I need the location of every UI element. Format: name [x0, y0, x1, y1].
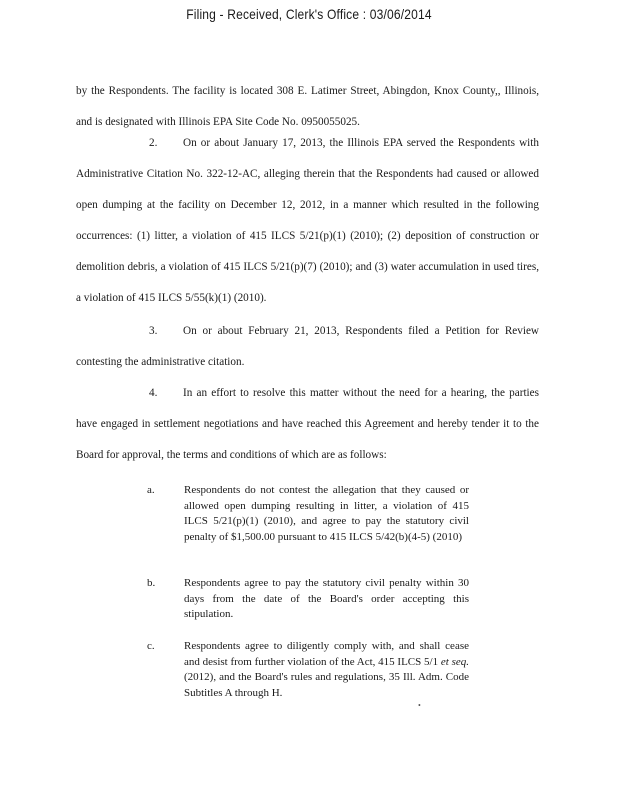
paragraph-4-number: 4. [149, 387, 158, 399]
list-item-c-text-before: Respondents agree to diligently comply with, and shall cease and desist from further violation of the Act, 415 ILCS 5/1 [184, 640, 469, 668]
list-item-c-text-italic: et seq. [440, 655, 469, 668]
list-item-a [147, 483, 469, 545]
paragraph-2 [76, 128, 539, 314]
paragraph-3 [76, 316, 539, 378]
list-item-c [147, 639, 469, 701]
intro-paragraph: by the Respondents. The facility is located 308 E. Latimer Street, Abingdon, Knox County,, Illinois, and is designated with Illinois EPA Site Code No. 0950055025. [76, 85, 539, 128]
list-item-c-text-after: (2012), and the Board's rules and regulations, 35 Ill. Adm. Code Subtitles A through H. [184, 671, 469, 699]
list-item-a-label: a. [147, 484, 155, 496]
scan-mark: • [418, 701, 421, 710]
list-item-c-label: c. [147, 640, 155, 652]
paragraph-3-text: On or about February 21, 2013, Respondents filed a Petition for Review contesting the administrative citation. [76, 325, 539, 368]
list-item-b-text: Respondents agree to pay the statutory civil penalty within 30 days from the date of the Board's order accepting this stipulation. [184, 577, 469, 620]
paragraph-4-text: In an effort to resolve this matter without the need for a hearing, the parties have engaged in settlement negotiations and have reached this Agreement and hereby tender it to the Board for approval, the terms and conditions of which are as follows: [76, 387, 539, 461]
list-item-b [147, 576, 469, 623]
list-item-c-text [184, 639, 469, 701]
paragraph-2-number: 2. [149, 137, 158, 149]
paragraph-4 [76, 378, 539, 471]
list-item-a-text: Respondents do not contest the allegation that they caused or allowed open dumping resulting in litter, a violation of 415 ILCS 5/21(p)(1) (2010), and agree to pay the statutory civil penalty of $1,500.00 pursuant to 415 ILCS 5/42(b)(4-5) (2010) [184, 484, 469, 543]
paragraph-3-number: 3. [149, 325, 158, 337]
filing-header: Filing - Received, Clerk's Office : 03/06/2014 [186, 6, 432, 22]
paragraph-2-text: On or about January 17, 2013, the Illinois EPA served the Respondents with Administrative Citation No. 322-12-AC, alleging therein that the Respondents had caused or allowed open dumping at the facility on December 12, 2012, in a manner which resulted in the following occurrences: (1) litter, a violation of 415 ILCS 5/21(p)(1) (2010); (2) deposition of construction or demolition debris, a violation of 415 ILCS 5/21(p)(7) (2010); and (3) water accumulation in used tires, a violation of 415 ILCS 5/55(k)(1) (2010). [76, 137, 539, 304]
list-item-b-label: b. [147, 577, 156, 589]
